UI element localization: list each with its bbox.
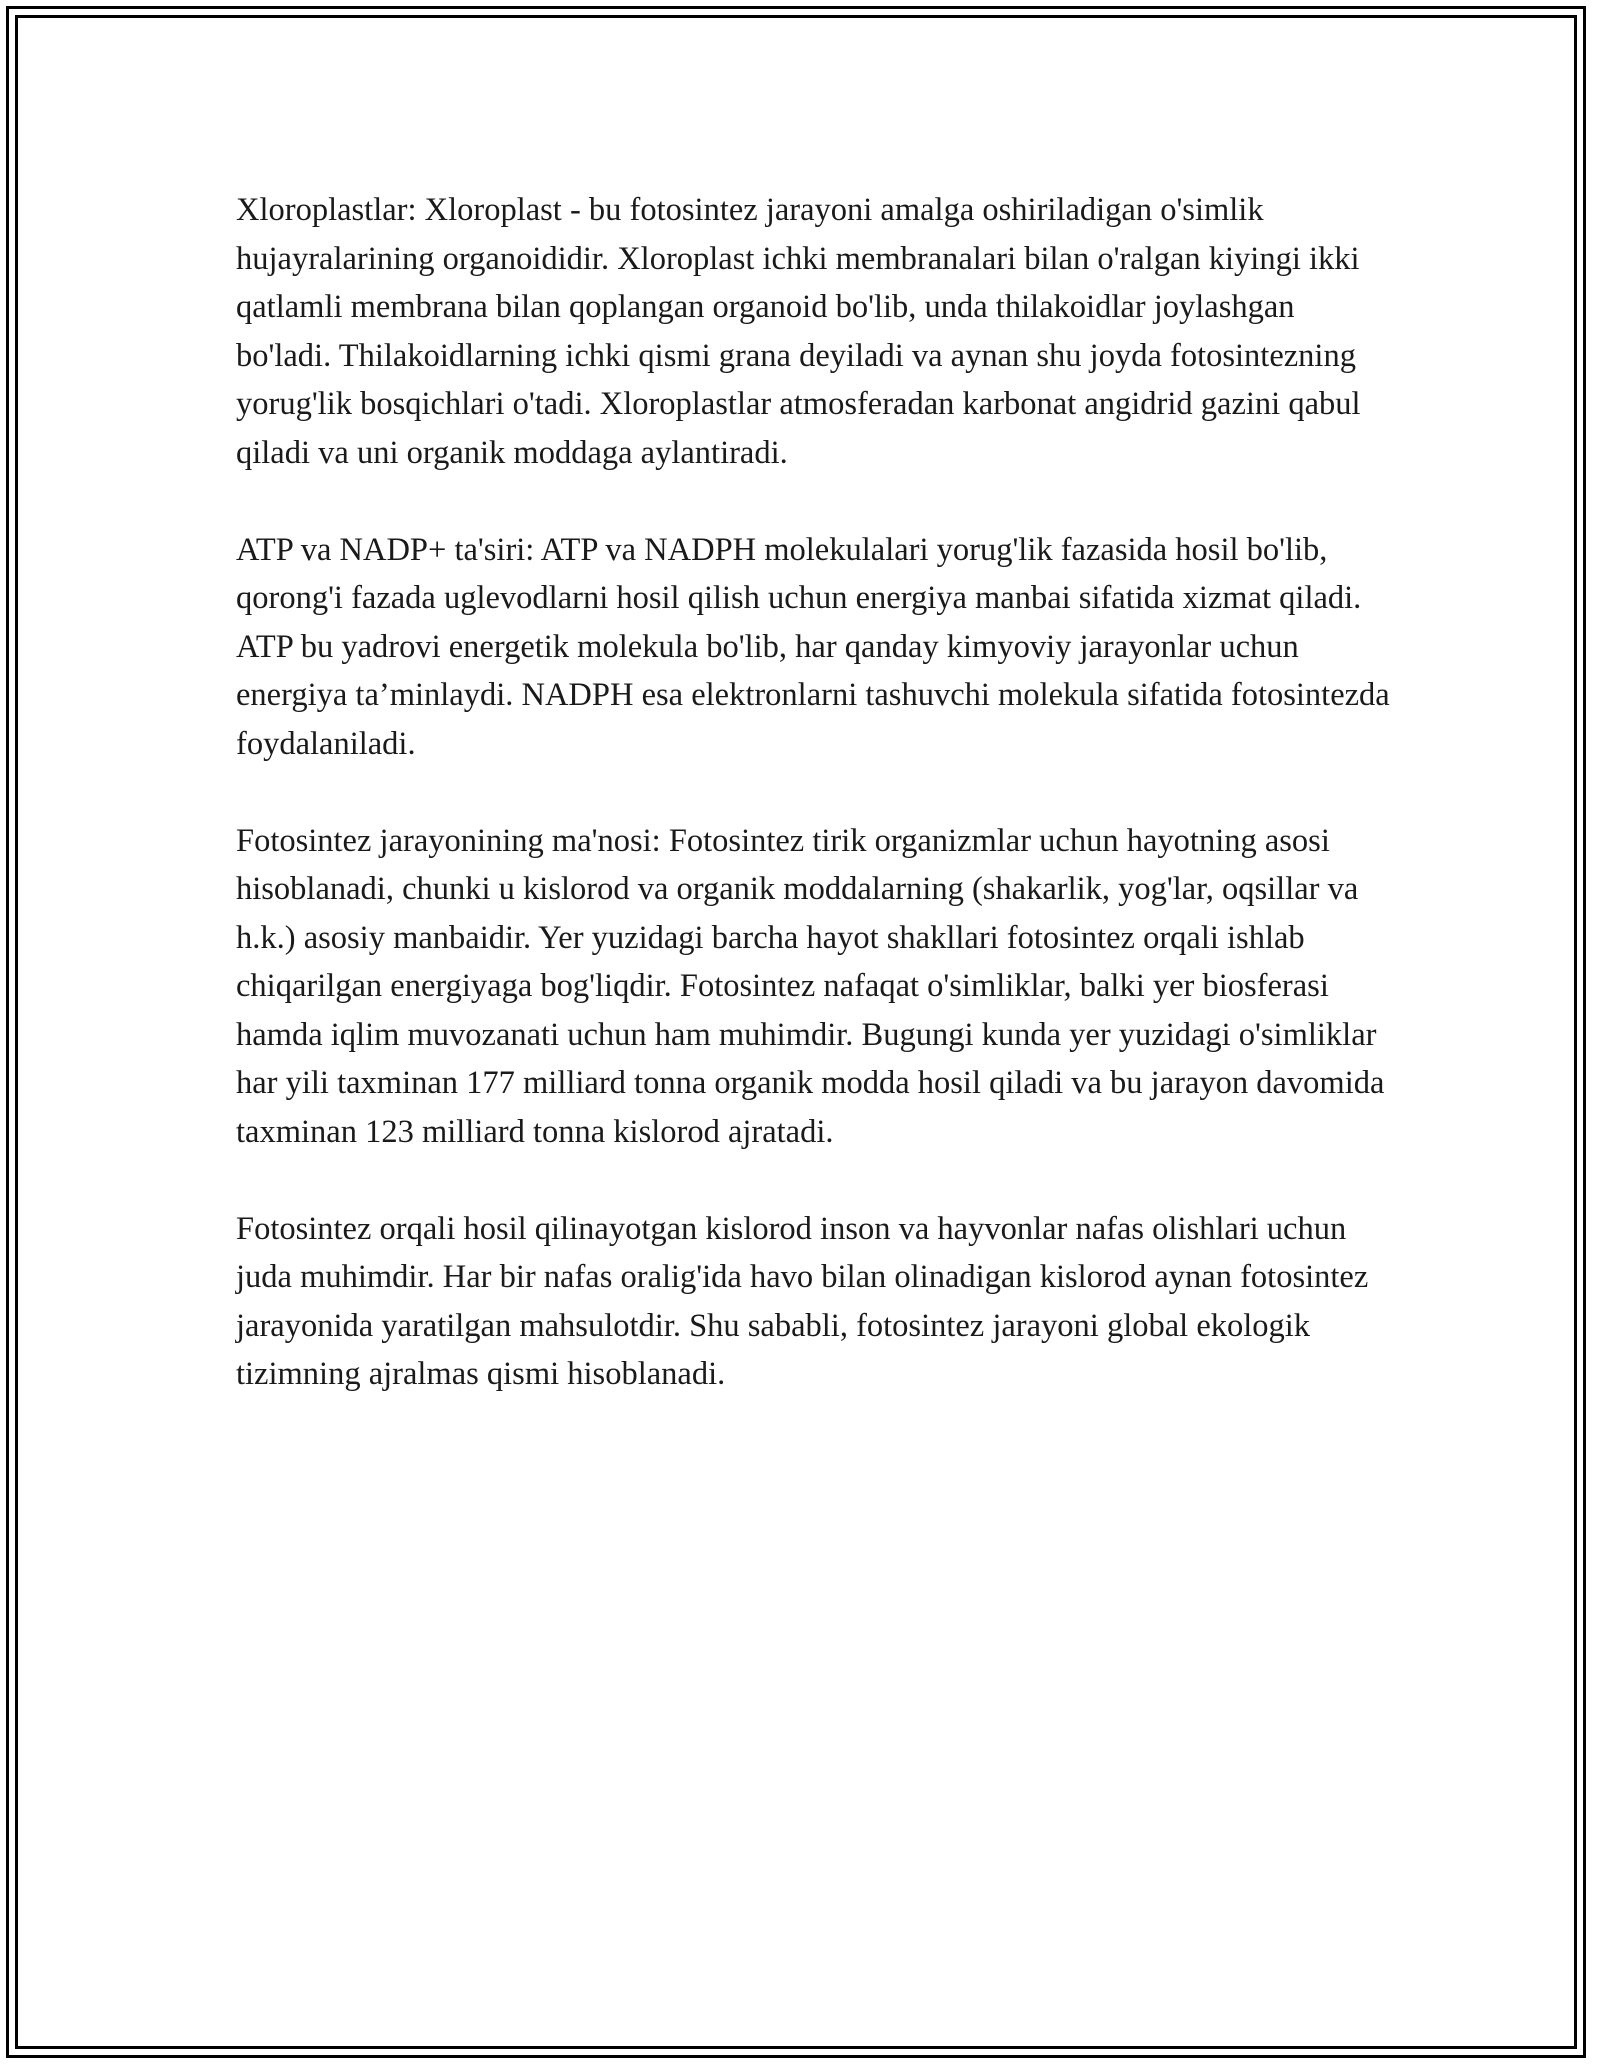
document-body (236, 186, 1396, 1399)
paragraph-atp-nadp: ATP va NADP+ ta'siri: ATP va NADPH molekulalari yorug'lik fazasida hosil bo'lib, qorong'i fazada uglevodlarni hosil qilish uchun energiya manbai sifatida xizmat qiladi. ATP bu yadrovi energetik molekula bo'lib, har qanday kimyoviy jarayonlar uchun energiya ta’minlaydi. NADPH esa elektronlarni tashuvchi molekula sifatida fotosintezda foydalaniladi. (236, 531, 1390, 762)
paragraph-photosynthesis-meaning: Fotosintez jarayonining ma'nosi: Fotosintez tirik organizmlar uchun hayotning asosi hisoblanadi, chunki u kislorod va organik moddalarning (shakarlik, yog'lar, oqsillar va h.k.) asosiy manbaidir. Yer yuzidagi barcha hayot shakllari fotosintez orqali ishlab chiqarilgan energiyaga bog'liqdir. Fotosintez nafaqat o'simliklar, balki yer biosferasi hamda iqlim muvozanati uchun ham muhimdir. Bugungi kunda yer yuzidagi o'simliklar har yili taxminan 177 milliard tonna organik modda hosil qiladi va bu jarayon davomida taxminan 123 milliard tonna kislorod ajratadi. (236, 822, 1385, 1150)
paragraph-chloroplasts: Xloroplastlar: Xloroplast - bu fotosintez jarayoni amalga oshiriladigan o'simlik hujayralarining organoididir. Xloroplast ichki membranalari bilan o'ralgan kiyingi ikki qatlamli membrana bilan qoplangan organoid bo'lib, unda thilakoidlar joylashgan bo'ladi. Thilakoidlarning ichki qismi grana deyiladi va aynan shu joyda fotosintezning yorug'lik bosqichlari o'tadi. Xloroplastlar atmosferadan karbonat angidrid gazini qabul qiladi va uni organik moddaga aylantiradi. (236, 192, 1361, 471)
paragraph-oxygen: Fotosintez orqali hosil qilinayotgan kislorod inson va hayvonlar nafas olishlari uchun juda muhimdir. Har bir nafas oralig'ida havo bilan olinadigan kislorod aynan fotosintez jarayonida yaratilgan mahsulotdir. Shu sababli, fotosintez jarayoni global ekologik tizimning ajralmas qismi hisoblanadi. (236, 1210, 1369, 1392)
